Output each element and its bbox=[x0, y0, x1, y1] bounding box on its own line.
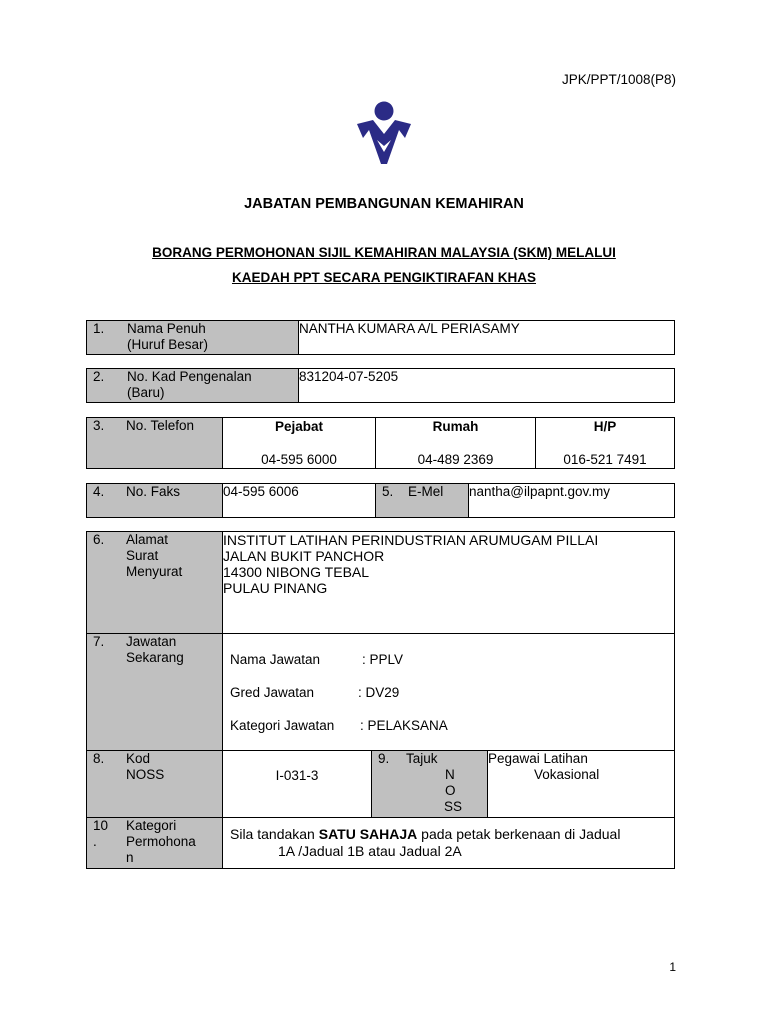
home-phone-label: Rumah bbox=[432, 419, 479, 434]
item-number: 9. bbox=[378, 751, 390, 766]
address-label-1: Alamat bbox=[126, 532, 169, 547]
telephone-row bbox=[86, 417, 675, 469]
full-name-label-cell bbox=[87, 321, 299, 355]
item-number: 1. bbox=[93, 321, 105, 336]
home-phone-cell bbox=[376, 418, 536, 469]
noss-row bbox=[87, 751, 675, 818]
item-number: 6. bbox=[93, 532, 105, 547]
current-position-row bbox=[87, 634, 675, 751]
mobile-phone-label: H/P bbox=[593, 419, 617, 434]
jpk-logo-icon bbox=[355, 100, 413, 166]
address-label-cell bbox=[87, 532, 223, 634]
office-phone-cell bbox=[223, 418, 376, 469]
address-label-3: Menyurat bbox=[126, 564, 183, 579]
office-phone-field[interactable]: 04-595 6000 bbox=[261, 452, 337, 467]
current-position-label-1: Jawatan bbox=[126, 634, 177, 649]
item-number: 8. bbox=[93, 751, 105, 766]
mobile-phone-cell bbox=[536, 418, 675, 469]
instruction-text-pre: Sila tandakan bbox=[230, 826, 319, 842]
address-label-2: Surat bbox=[126, 548, 159, 563]
application-category-row bbox=[87, 818, 675, 869]
ic-number-hint: (Baru) bbox=[127, 385, 165, 400]
position-grade-label: Gred Jawatan bbox=[230, 685, 315, 700]
item-number: 2. bbox=[93, 369, 105, 384]
instruction-text-bold: SATU SAHAJA bbox=[318, 826, 418, 842]
item-number: 4. bbox=[93, 484, 105, 499]
email-field[interactable]: nantha@ilpapnt.gov.my bbox=[469, 484, 675, 518]
position-name-label: Nama Jawatan bbox=[230, 652, 321, 667]
fax-label: No. Faks bbox=[126, 484, 181, 499]
email-label: E-Mel bbox=[408, 484, 444, 499]
item-number-dot: . bbox=[93, 834, 97, 849]
email-label-cell bbox=[376, 484, 469, 518]
address-line-4: PULAU PINANG bbox=[223, 580, 328, 596]
application-category-label-cell bbox=[87, 818, 223, 869]
item-number: 5. bbox=[382, 484, 394, 499]
noss-code-label-1: Kod bbox=[126, 751, 151, 766]
noss-title-line-1: Pegawai Latihan bbox=[488, 751, 588, 766]
instruction-text-post: pada petak berkenaan di Jadual bbox=[417, 826, 621, 842]
current-position-label-2: Sekarang bbox=[126, 650, 184, 665]
noss-letter-ss: SS bbox=[444, 799, 463, 814]
current-position-label-cell bbox=[87, 634, 223, 751]
document-reference: JPK/PPT/1008(P8) bbox=[561, 72, 676, 87]
noss-title-field[interactable] bbox=[488, 751, 675, 818]
current-position-cell bbox=[223, 634, 675, 751]
fax-field[interactable]: 04-595 6006 bbox=[223, 484, 376, 518]
instruction-text-line-2: 1A /Jadual 1B atau Jadual 2A bbox=[278, 843, 462, 859]
noss-code-label-2: NOSS bbox=[126, 767, 165, 782]
fax-email-row bbox=[86, 483, 675, 518]
item-number: 7. bbox=[93, 634, 105, 649]
home-phone-field[interactable]: 04-489 2369 bbox=[417, 452, 494, 467]
page-number: 1 bbox=[669, 960, 676, 974]
full-name-hint: (Huruf Besar) bbox=[127, 337, 209, 352]
address-line-1: INSTITUT LATIHAN PERINDUSTRIAN ARUMUGAM PILLAI bbox=[223, 532, 599, 548]
application-category-label-2: Permohona bbox=[126, 834, 196, 849]
noss-letter-n: N bbox=[445, 767, 455, 782]
noss-code-label-cell bbox=[87, 751, 223, 818]
noss-title-label-cell bbox=[372, 751, 488, 818]
full-name-field[interactable]: NANTHA KUMARA A/L PERIASAMY bbox=[299, 321, 675, 355]
address-line-3: 14300 NIBONG TEBAL bbox=[223, 564, 370, 580]
noss-letter-o: O bbox=[445, 783, 456, 798]
fax-label-cell bbox=[87, 484, 223, 518]
ic-number-row bbox=[86, 368, 675, 403]
item-number: 10 bbox=[93, 818, 109, 833]
position-name-field[interactable]: : PPLV bbox=[362, 652, 404, 667]
details-table bbox=[86, 531, 675, 869]
address-line-2: JALAN BUKIT PANCHOR bbox=[223, 548, 385, 564]
page-title: JABATAN PEMBANGUNAN KEMAHIRAN bbox=[244, 196, 524, 212]
ic-number-label-cell bbox=[87, 369, 299, 403]
application-category-label-1: Kategori bbox=[126, 818, 177, 833]
form-title-line-2: KAEDAH PPT SECARA PENGIKTIRAFAN KHAS bbox=[231, 270, 537, 285]
ic-number-field[interactable]: 831204-07-5205 bbox=[299, 369, 675, 403]
full-name-label: Nama Penuh bbox=[127, 321, 206, 336]
form-title-line-1: BORANG PERMOHONAN SIJIL KEMAHIRAN MALAYSIA (SKM) MELALUI bbox=[152, 245, 616, 260]
office-phone-label: Pejabat bbox=[274, 419, 324, 434]
position-category-field[interactable]: : PELAKSANA bbox=[360, 718, 448, 733]
noss-title-line-2: Vokasional bbox=[534, 767, 600, 782]
noss-title-label: Tajuk bbox=[406, 751, 438, 766]
item-number: 3. bbox=[93, 418, 105, 433]
ic-number-label: No. Kad Pengenalan bbox=[127, 369, 252, 384]
telephone-label-cell bbox=[87, 418, 223, 469]
application-category-instruction bbox=[223, 818, 675, 869]
address-field[interactable] bbox=[223, 532, 675, 634]
noss-code-field[interactable]: I-031-3 bbox=[223, 751, 372, 818]
address-row bbox=[87, 532, 675, 634]
position-grade-field[interactable]: : DV29 bbox=[358, 685, 400, 700]
mobile-phone-field[interactable]: 016-521 7491 bbox=[563, 452, 647, 467]
position-category-label: Kategori Jawatan bbox=[230, 718, 335, 733]
application-category-label-3: n bbox=[126, 850, 134, 865]
telephone-label: No. Telefon bbox=[126, 418, 195, 433]
full-name-row bbox=[86, 320, 675, 355]
